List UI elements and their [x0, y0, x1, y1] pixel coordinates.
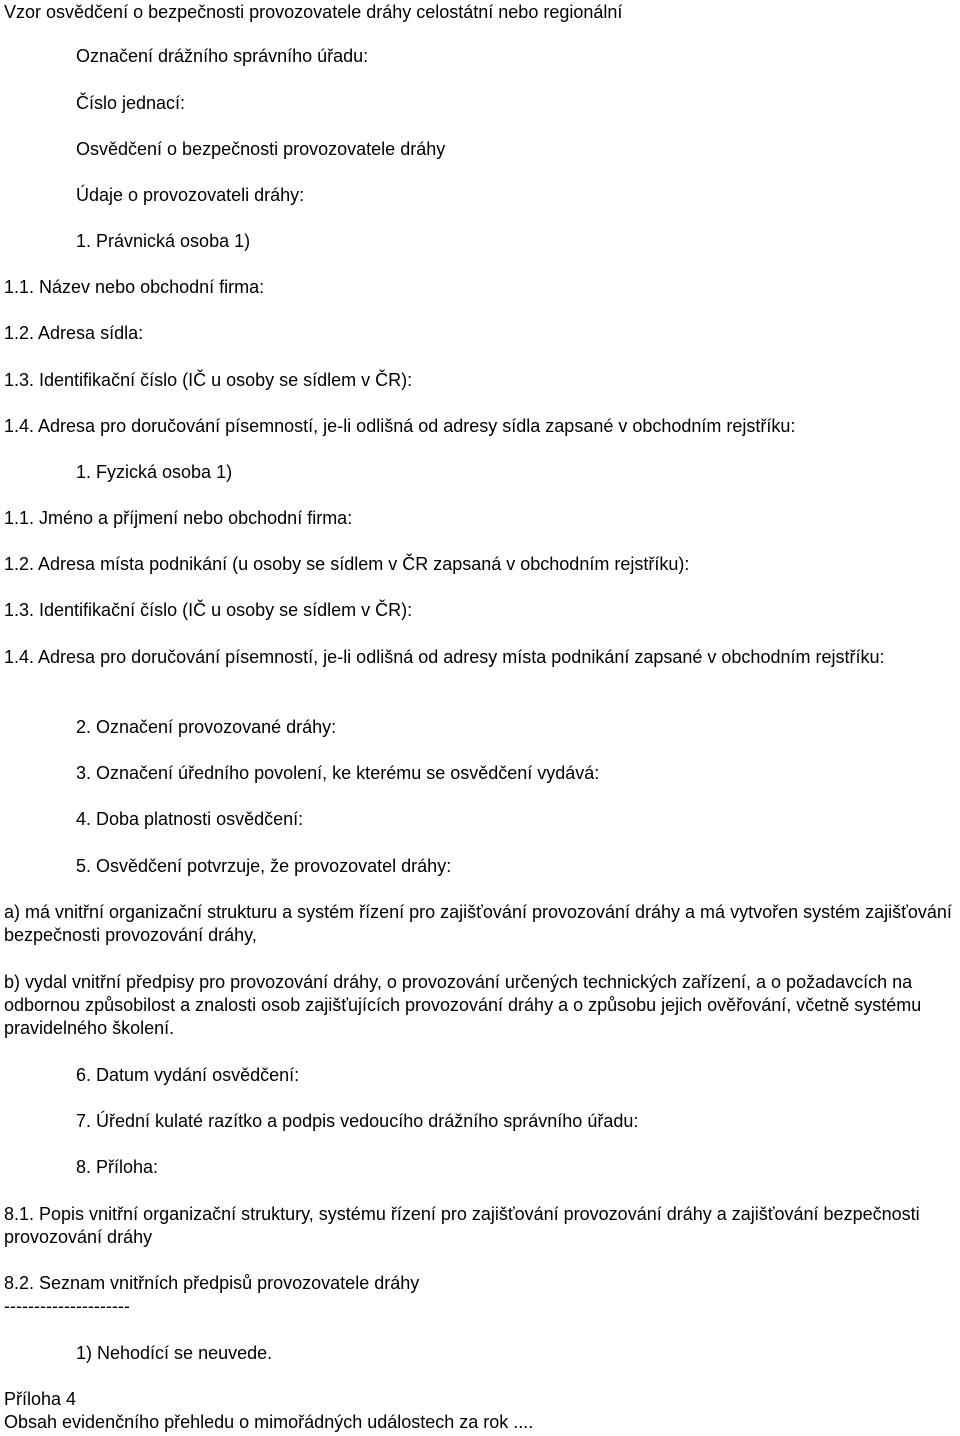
item-5a: a) má vnitřní organizační strukturu a systém řízení pro zajišťování provozování dráhy a má vytvořen systém zajišťování bezpečnosti provozování dráhy, [4, 902, 952, 945]
office-label: Označení drážního správního úřadu: [76, 46, 369, 66]
item-2: 2. Označení provozované dráhy: [76, 717, 337, 737]
footnote-separator: --------------------- [4, 1296, 130, 1316]
legal-item-1-1: 1.1. Název nebo obchodní firma: [4, 277, 265, 297]
item-8-2: 8.2. Seznam vnitřních předpisů provozovatele dráhy [4, 1273, 420, 1293]
natural-item-1-4: 1.4. Adresa pro doručování písemností, je-li odlišná od adresy místa podnikání zapsané v obchodním rejstříku: [4, 647, 885, 667]
legal-person-heading: 1. Právnická osoba 1) [76, 231, 251, 251]
footnote: 1) Nehodící se neuvede. [76, 1343, 273, 1363]
legal-item-1-4: 1.4. Adresa pro doručování písemností, je-li odlišná od adresy sídla zapsané v obchodním rejstříku: [4, 416, 796, 436]
item-6: 6. Datum vydání osvědčení: [76, 1065, 300, 1085]
natural-item-1-2: 1.2. Adresa místa podnikání (u osoby se sídlem v ČR zapsaná v obchodním rejstříku): [4, 554, 690, 574]
item-8-1: 8.1. Popis vnitřní organizační struktury, systému řízení pro zajišťování provozování dráhy a zajišťování bezpečnosti provozování dráhy [4, 1204, 920, 1247]
natural-item-1-1: 1.1. Jméno a příjmení nebo obchodní firma: [4, 508, 353, 528]
legal-item-1-2: 1.2. Adresa sídla: [4, 323, 144, 343]
item-4: 4. Doba platnosti osvědčení: [76, 809, 304, 829]
natural-person-heading: 1. Fyzická osoba 1) [76, 462, 233, 482]
certificate-heading: Osvědčení o bezpečnosti provozovatele dráhy [76, 139, 446, 159]
item-8: 8. Příloha: [76, 1157, 159, 1177]
item-7: 7. Úřední kulaté razítko a podpis vedoucího drážního správního úřadu: [76, 1111, 639, 1131]
operator-data-label: Údaje o provozovateli dráhy: [76, 185, 305, 205]
appendix-title: Obsah evidenčního přehledu o mimořádných událostech za rok .... [4, 1412, 534, 1432]
item-5: 5. Osvědčení potvrzuje, že provozovatel dráhy: [76, 856, 452, 876]
ref-number-label: Číslo jednací: [76, 93, 186, 113]
document-title: Vzor osvědčení o bezpečnosti provozovatele dráhy celostátní nebo regionální [4, 2, 623, 22]
appendix-label: Příloha 4 [4, 1389, 77, 1409]
legal-item-1-3: 1.3. Identifikační číslo (IČ u osoby se sídlem v ČR): [4, 370, 413, 390]
natural-item-1-3: 1.3. Identifikační číslo (IČ u osoby se sídlem v ČR): [4, 600, 413, 620]
item-5b: b) vydal vnitřní předpisy pro provozování dráhy, o provozování určených technických zařízení, a o požadavcích na odbornou způsobilost a znalosti osob zajišťujících provozování dráhy a o způsobu jejich ověřování, včetně systému pravidelného školení. [4, 972, 922, 1038]
item-3: 3. Označení úředního povolení, ke kterému se osvědčení vydává: [76, 763, 600, 783]
